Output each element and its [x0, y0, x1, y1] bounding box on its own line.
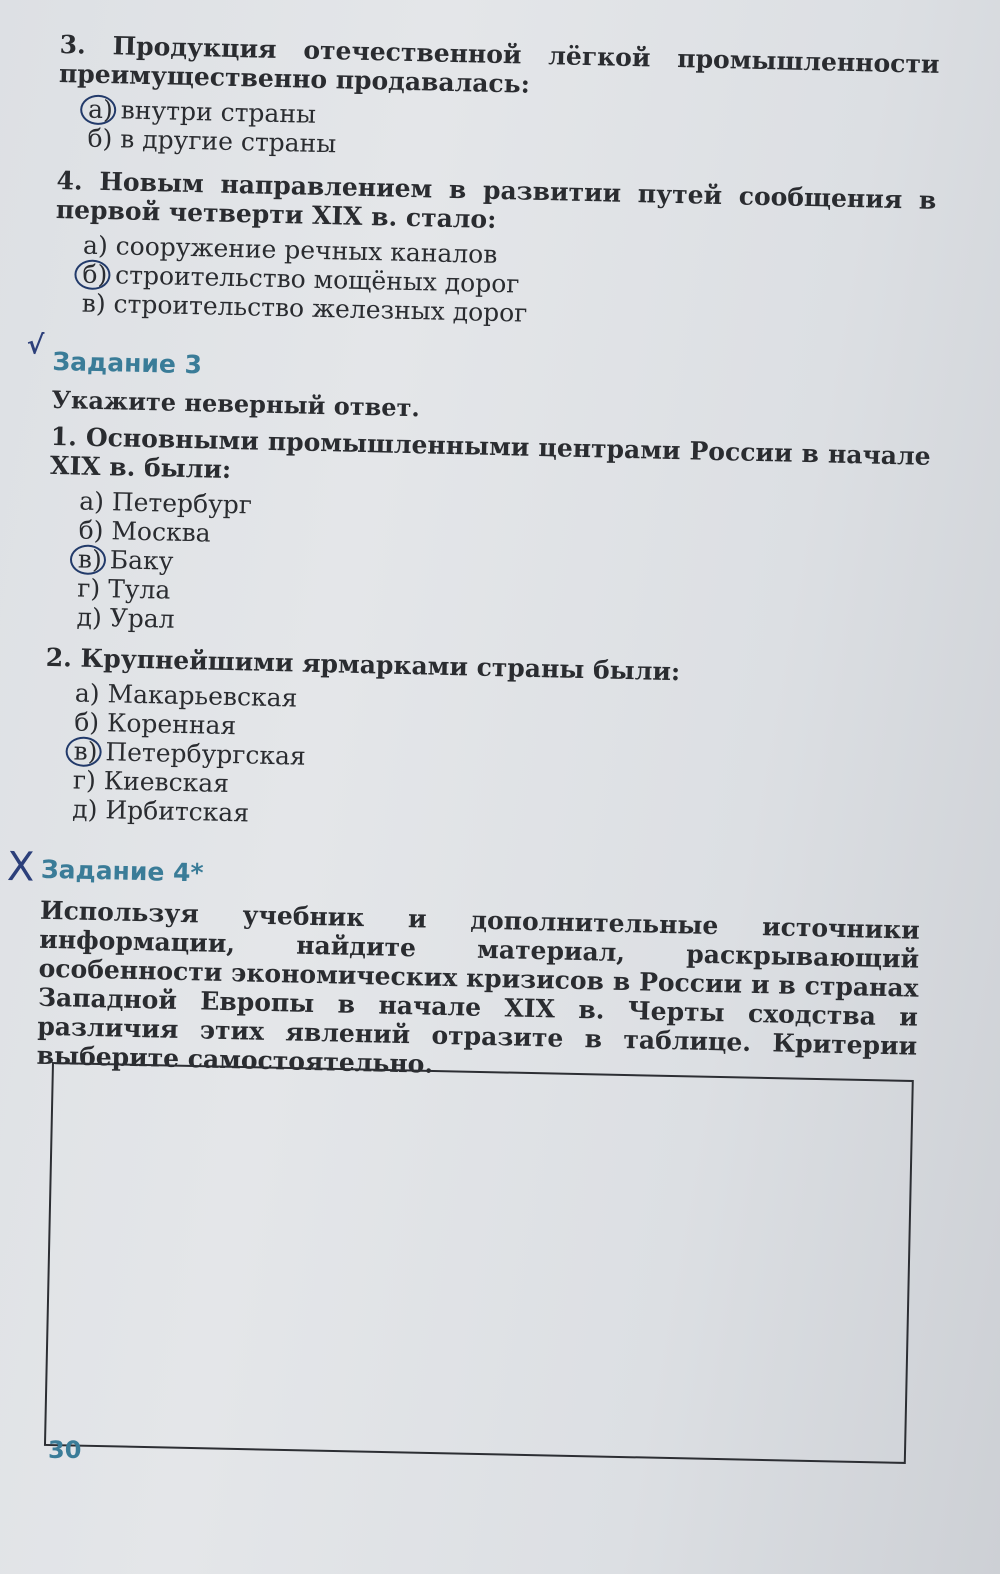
- option-4c: в) строительство железных дорог: [81, 288, 528, 328]
- page-content: [6, 30, 940, 1090]
- task-4-title: Задание 4*: [40, 854, 204, 888]
- option-t3-2d: г) Киевская: [72, 765, 230, 799]
- option-t3-1a: а) Петербург: [78, 486, 253, 520]
- option-t3-1b: б) Москва: [78, 515, 211, 548]
- question-4-options: [81, 231, 935, 337]
- option-3a: а) внутри страны: [88, 95, 938, 143]
- option-4a: а) сооружение речных каналов: [82, 230, 498, 269]
- option-t3-1e: д) Урал: [76, 602, 175, 634]
- task-4-heading: [6, 844, 921, 904]
- answer-table-box[interactable]: [44, 1062, 914, 1464]
- option-t3-1d: г) Тула: [77, 573, 171, 605]
- question-3: 3. Продукция отечественной лёгкой промышленности преимущественно продавалась:: [58, 30, 940, 99]
- option-4b: б) строительство мощёных дорог: [82, 260, 934, 308]
- check-mark: √: [26, 330, 45, 361]
- option-t3-2e: д) Ирбитская: [72, 794, 250, 828]
- question-4: 4. Новым направлением в развитии путей сообщения в первой четверти XIX в. стало:: [55, 165, 937, 234]
- task-3-instruction: Укажите неверный ответ.: [51, 384, 421, 423]
- task-4-text: Используя учебник и дополнительные источники информации, найдите материал, раскрывающий особенности экономических кризисов в России и в странах Западной Европы в начале XIX в. Черты сходства и различия этих явлений отразите в таблице. Критерии выберите самостоятельно.: [36, 895, 921, 1079]
- task-3-question-2: 2. Крупнейшими ярмарками страны были:: [45, 642, 681, 687]
- cross-mark: X: [6, 844, 35, 891]
- question-3-options: [87, 95, 938, 172]
- page-number: 30: [48, 1436, 82, 1464]
- option-t3-2a: а) Макарьевская: [74, 678, 298, 713]
- option-t3-2c: в) Петербургская: [73, 736, 923, 784]
- option-t3-1c: в) Баку: [78, 545, 928, 593]
- option-3b: б) в другие страны: [87, 123, 337, 159]
- task-3-title: Задание 3: [52, 346, 203, 380]
- task-3-question-1: 1. Основными промышленными центрами России в начале XIX в. были:: [49, 421, 931, 484]
- task-3-question-2-options: [72, 679, 925, 843]
- option-t3-2b: б) Коренная: [73, 707, 237, 741]
- task-3-question-1-options: [76, 487, 929, 651]
